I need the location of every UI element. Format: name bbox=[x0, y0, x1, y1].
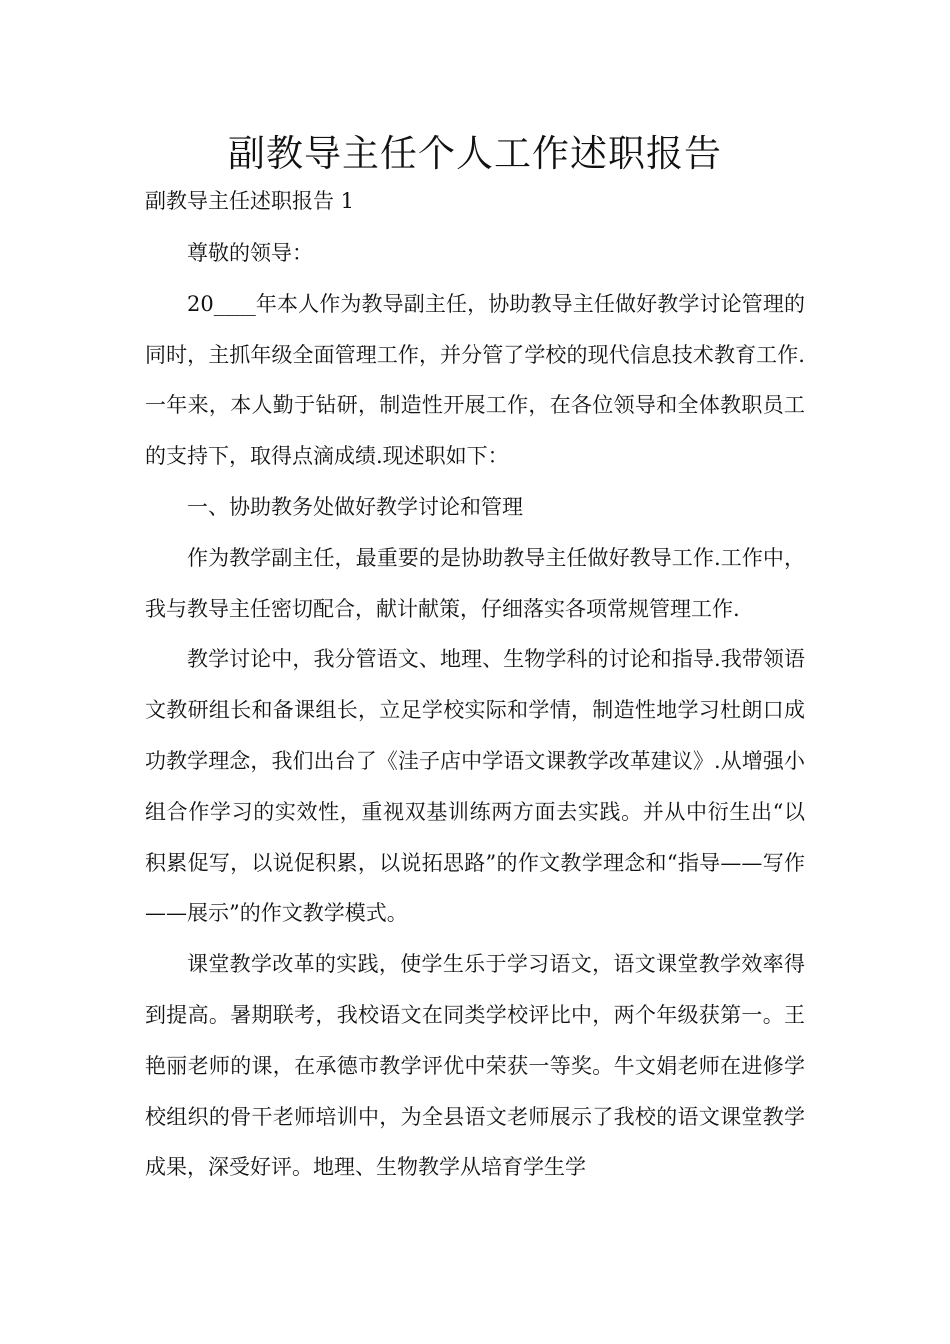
document-body bbox=[145, 178, 805, 1193]
paragraph-role: 作为教学副主任，最重要的是协助教导主任做好教导工作.工作中，我与教导主任密切配合，献计献策，仔细落实各项常规管理工作. bbox=[145, 545, 805, 621]
salutation: 尊敬的领导： bbox=[187, 241, 313, 265]
section-heading-1: 一、协助教务处做好教学讨论和管理 bbox=[187, 494, 523, 519]
paragraph-classroom-reform: 课堂教学改革的实践，使学生乐于学习语文，语文课堂教学效率得到提高。暑期联考，我校语文在同类学校评比中，两个年级获第一。王艳丽老师的课，在承德市教学评优中荣获一等奖。牛文娟老师在进修学校组织的骨干老师培训中，为全县语文老师展示了我校的语文课堂教学成果，深受好评。地理、生物教学从培育学生学 bbox=[145, 952, 805, 1180]
document-title: 副教导主任个人工作述职报告 bbox=[228, 132, 722, 175]
document-subtitle: 副教导主任述职报告 1 bbox=[145, 189, 355, 213]
paragraph-intro: 20____年本人作为教导副主任，协助教导主任做好教学讨论管理的同时，主抓年级全面管理工作，并分管了学校的现代信息技术教育工作.一年来，本人勤于钻研，制造性开展工作，在各位领导和全体教职员工的支持下，取得点滴成绩.现述职如下： bbox=[145, 291, 805, 469]
paragraph-teaching-research: 教学讨论中，我分管语文、地理、生物学科的讨论和指导.我带领语文教研组长和备课组长，立足学校实际和学情，制造性地学习杜朗口成功教学理念，我们出台了《洼子店中学语文课教学改革建议》.从增强小组合作学习的实效性，重视双基训练两方面去实践。并从中衍生出“以积累促写，以说促积累，以说拓思路”的作文教学理念和“指导——写作——展示”的作文教学模式。 bbox=[145, 647, 805, 926]
